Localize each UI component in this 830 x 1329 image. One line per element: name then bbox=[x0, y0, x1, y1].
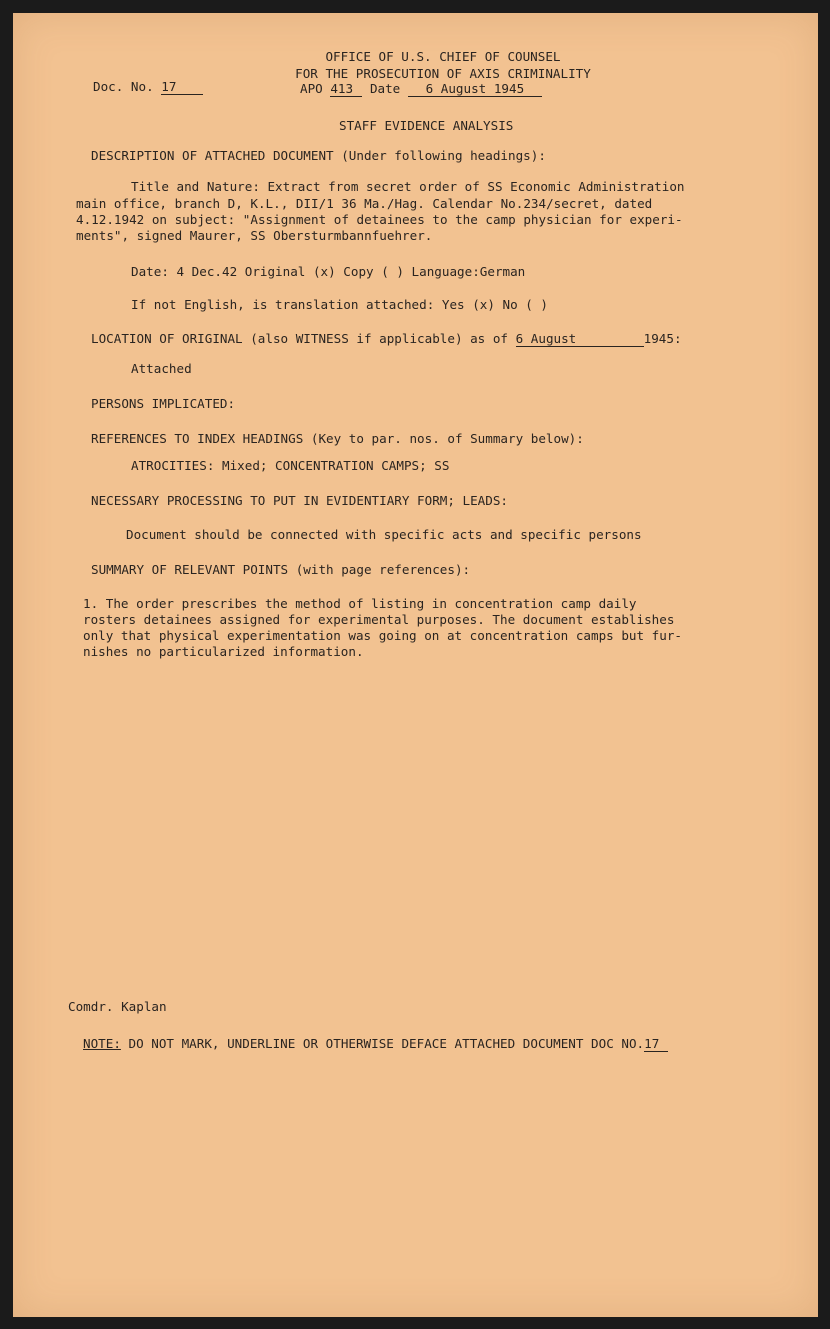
office-subtitle: FOR THE PROSECUTION OF AXIS CRIMINALITY bbox=[295, 66, 591, 81]
title-nature-line-3: 4.12.1942 on subject: "Assignment of detainees to the camp physician for experi- bbox=[76, 212, 683, 227]
summary-line-3: only that physical experimentation was going on at concentration camps but fur- bbox=[83, 628, 682, 643]
processing-label: NECESSARY PROCESSING TO PUT IN EVIDENTIARY FORM; LEADS: bbox=[91, 493, 509, 508]
references-label: REFERENCES TO INDEX HEADINGS (Key to par. nos. of Summary below): bbox=[91, 431, 584, 446]
analyst-name: Comdr. Kaplan bbox=[68, 999, 167, 1014]
date-label: Date bbox=[369, 81, 401, 96]
apo-number: 413 bbox=[330, 82, 362, 97]
summary-line-1: 1. The order prescribes the method of listing in concentration camp daily bbox=[83, 596, 637, 611]
persons-implicated-label: PERSONS IMPLICATED: bbox=[91, 396, 236, 411]
note-doc-label: DOC NO. bbox=[591, 1036, 645, 1051]
translation-line: If not English, is translation attached: Yes (x) No ( ) bbox=[131, 297, 549, 312]
location-date: 6 August bbox=[516, 332, 644, 347]
processing-value: Document should be connected with specific acts and specific persons bbox=[126, 527, 642, 542]
note-line bbox=[83, 1036, 668, 1052]
title-nature-line-2: main office, branch D, K.L., DII/1 36 Ma./Hag. Calendar No.234/secret, dated bbox=[76, 196, 653, 211]
references-value: ATROCITIES: Mixed; CONCENTRATION CAMPS; SS bbox=[131, 458, 450, 473]
location-year: 1945: bbox=[643, 331, 682, 346]
summary-line-4: nishes no particularized information. bbox=[83, 644, 364, 659]
form-title: STAFF EVIDENCE ANALYSIS bbox=[339, 118, 514, 133]
office-title: OFFICE OF U.S. CHIEF OF COUNSEL bbox=[325, 49, 561, 64]
date-value: 6 August 1945 bbox=[408, 82, 542, 97]
note-text: DO NOT MARK, UNDERLINE OR OTHERWISE DEFACE ATTACHED DOCUMENT bbox=[128, 1036, 584, 1051]
doc-number-line bbox=[93, 79, 203, 95]
location-line bbox=[91, 331, 682, 347]
location-label: LOCATION OF ORIGINAL (also WITNESS if applicable) as of bbox=[91, 331, 509, 346]
document-page bbox=[13, 13, 818, 1317]
summary-line-2: rosters detainees assigned for experimental purposes. The document establishes bbox=[83, 612, 675, 627]
note-label: NOTE: bbox=[83, 1036, 121, 1051]
title-nature-line-4: ments", signed Maurer, SS Obersturmbannfuehrer. bbox=[76, 228, 433, 243]
description-heading: DESCRIPTION OF ATTACHED DOCUMENT (Under following headings): bbox=[91, 148, 546, 163]
summary-label: SUMMARY OF RELEVANT POINTS (with page references): bbox=[91, 562, 471, 577]
doc-number-value: 17 bbox=[161, 80, 203, 95]
apo-date-line bbox=[300, 81, 542, 97]
title-nature-line-1: Title and Nature: Extract from secret order of SS Economic Administration bbox=[131, 179, 685, 194]
apo-label: APO bbox=[300, 81, 323, 96]
location-value: Attached bbox=[131, 361, 192, 376]
note-doc-number: 17 bbox=[644, 1037, 668, 1052]
date-original-copy-language: Date: 4 Dec.42 Original (x) Copy ( ) Language:German bbox=[131, 264, 526, 279]
doc-number-label: Doc. No. bbox=[93, 79, 154, 94]
